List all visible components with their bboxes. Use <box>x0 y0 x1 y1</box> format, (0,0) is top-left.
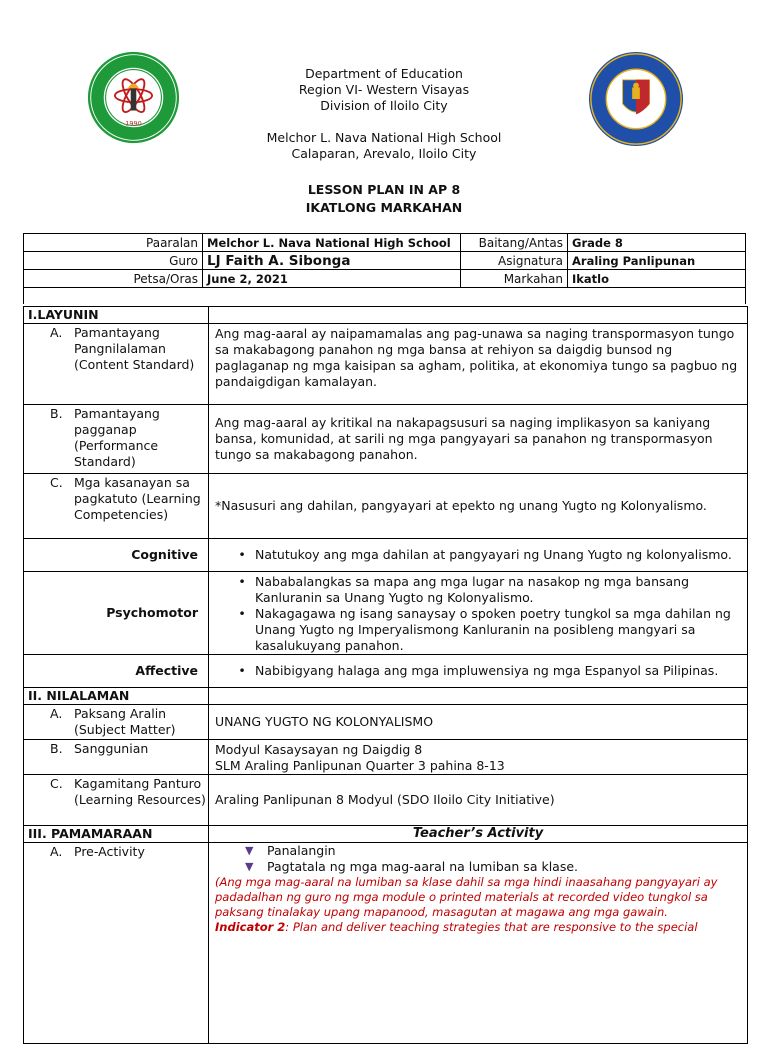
references-label: Sanggunian <box>74 741 149 756</box>
learning-competencies-label: Mga kasanayan sa pagkatuto (Learning Competencies) <box>74 475 201 522</box>
table-row <box>24 739 747 774</box>
cognitive-label: Cognitive <box>24 539 209 571</box>
deped-seal-logo <box>588 51 684 147</box>
paaralan-value: Melchor L. Nava National High School <box>203 234 461 252</box>
section-row <box>24 307 747 323</box>
table-row <box>24 704 747 739</box>
item-letter: B. <box>50 741 63 756</box>
item-letter: A. <box>50 844 63 859</box>
guro-value: LJ Faith A. Sibonga <box>203 252 461 270</box>
document-header <box>180 66 588 162</box>
learning-resources-text: Araling Panlipunan 8 Modyul (SDO Iloilo City Initiative) <box>215 792 555 807</box>
section-heading: III. PAMAMARAAN <box>24 826 209 842</box>
list-item: ▼ Pagtatala ng mga mag-aaral na lumiban sa klase. <box>245 859 579 874</box>
lesson-title <box>180 181 588 217</box>
table-row <box>24 842 747 1043</box>
arrow-bullet-icon: ▼ <box>245 860 254 873</box>
section-heading: II. NILALAMAN <box>24 688 209 704</box>
table-row <box>24 288 746 305</box>
pre-activity-label: Pre-Activity <box>74 844 145 859</box>
empty-row <box>24 288 746 305</box>
school-seal-logo <box>87 51 180 144</box>
arrow-bullet-icon: ▼ <box>245 844 254 857</box>
item-letter: A. <box>50 706 63 721</box>
indicator-text: : Plan and deliver teaching strategies that are responsive to the special <box>285 920 698 934</box>
learning-competencies-text: *Nasusuri ang dahilan, pangyayari at epekto ng unang Yugto ng Kolonyalismo. <box>215 498 707 513</box>
baitang-value: Grade 8 <box>568 234 746 252</box>
absence-note: (Ang mga mag-aaral na lumiban sa klase dahil sa mga hindi inaasahang pangyayari ay padadalhan ng guro ng mga module o printed materials at recorded video tungkol sa paksang tinalakay upang mapanood, masagutan at magawa ang mga gawain. <box>215 875 718 919</box>
list-item: ▼ Panalangin <box>245 843 336 858</box>
section-row <box>24 687 747 704</box>
table-row <box>24 404 747 473</box>
item-letter: B. <box>50 406 63 421</box>
list-item: • Nakagagawa ng isang sanaysay o spoken poetry tungkol sa mga dahilan ng Unang Yugto ng Imperyalismong Kanluranin na posibleng mangyari sa kasalukuyang panahon. <box>238 606 731 653</box>
lesson-plan-table <box>23 306 748 1044</box>
header-line: Department of Education <box>305 66 463 81</box>
performance-standard-label: Pamantayang pagganap (Performance Standard) <box>74 406 160 469</box>
psychomotor-label: Psychomotor <box>24 572 209 654</box>
guro-label: Guro <box>24 252 203 270</box>
header-line: Melchor L. Nava National High School <box>266 130 502 145</box>
list-item: • Natutukoy ang mga dahilan at pangyayari ng Unang Yugto ng kolonyalismo. <box>238 547 732 562</box>
table-row <box>24 538 747 571</box>
seal-year: 1990 <box>125 119 142 128</box>
content-standard-text: Ang mag-aaral ay naipamamalas ang pag-unawa sa naging transpormasyon tungo sa makabagong panahon ng mga bansa at rehiyon sa daigdig bunsod ng paglaganap ng mga kaisipan sa agham, politika, at ekonomiya tungo sa pagbuo ng pandaigdigan kamalayan. <box>215 326 738 389</box>
teacher-activity-heading: Teacher’s Activity <box>412 826 544 841</box>
table-row <box>24 571 747 654</box>
table-row <box>24 654 747 687</box>
table-row <box>24 323 747 404</box>
item-letter: C. <box>50 776 63 791</box>
item-letter: A. <box>50 325 63 340</box>
table-row <box>24 473 747 538</box>
header-line: Division of Iloilo City <box>320 98 448 113</box>
performance-standard-text: Ang mag-aaral ay kritikal na nakapagsusuri sa naging implikasyon sa kaniyang bansa, komunidad, at sarili ng mga pangyayari sa panahon ng transpormasyon tungo sa makabagong panahon. <box>215 415 713 462</box>
asignatura-label: Asignatura <box>461 252 568 270</box>
header-line: Region VI- Western Visayas <box>298 82 470 97</box>
markahan-label: Markahan <box>461 270 568 288</box>
markahan-value: Ikatlo <box>568 270 746 288</box>
paaralan-label: Paaralan <box>24 234 203 252</box>
content-standard-label: Pamantayang Pangnilalaman (Content Standard) <box>74 325 195 372</box>
section-row <box>24 825 747 842</box>
indicator-label: Indicator 2 <box>215 920 286 934</box>
section-heading: I.LAYUNIN <box>24 307 209 323</box>
petsa-value: June 2, 2021 <box>203 270 461 288</box>
reference-line: Modyul Kasaysayan ng Daigdig 8 <box>215 742 423 757</box>
lesson-info-table <box>23 233 746 304</box>
table-row <box>24 252 746 270</box>
petsa-label: Petsa/Oras <box>24 270 203 288</box>
table-row <box>24 234 746 252</box>
reference-line: SLM Araling Panlipunan Quarter 3 pahina 8-13 <box>215 758 505 773</box>
list-item: • Nabibigyang halaga ang mga impluwensiya ng mga Espanyol sa Pilipinas. <box>238 663 719 678</box>
table-row <box>24 270 746 288</box>
subject-matter-text: UNANG YUGTO NG KOLONYALISMO <box>215 714 434 729</box>
indicator-note <box>215 920 741 935</box>
title-line-1: LESSON PLAN IN AP 8 <box>307 182 461 197</box>
item-letter: C. <box>50 475 63 490</box>
baitang-label: Baitang/Antas <box>461 234 568 252</box>
asignatura-value: Araling Panlipunan <box>568 252 746 270</box>
list-item: • Nababalangkas sa mapa ang mga lugar na nasakop ng mga bansang Kanluranin sa Unang Yugto ng Kolonyalismo. <box>238 574 690 605</box>
affective-label: Affective <box>24 655 209 687</box>
learning-resources-label: Kagamitang Panturo (Learning Resources) <box>74 776 206 807</box>
title-line-2: IKATLONG MARKAHAN <box>305 200 463 215</box>
subject-matter-label: Paksang Aralin (Subject Matter) <box>74 706 176 737</box>
header-line: Calaparan, Arevalo, Iloilo City <box>291 146 477 161</box>
table-row <box>24 774 747 825</box>
